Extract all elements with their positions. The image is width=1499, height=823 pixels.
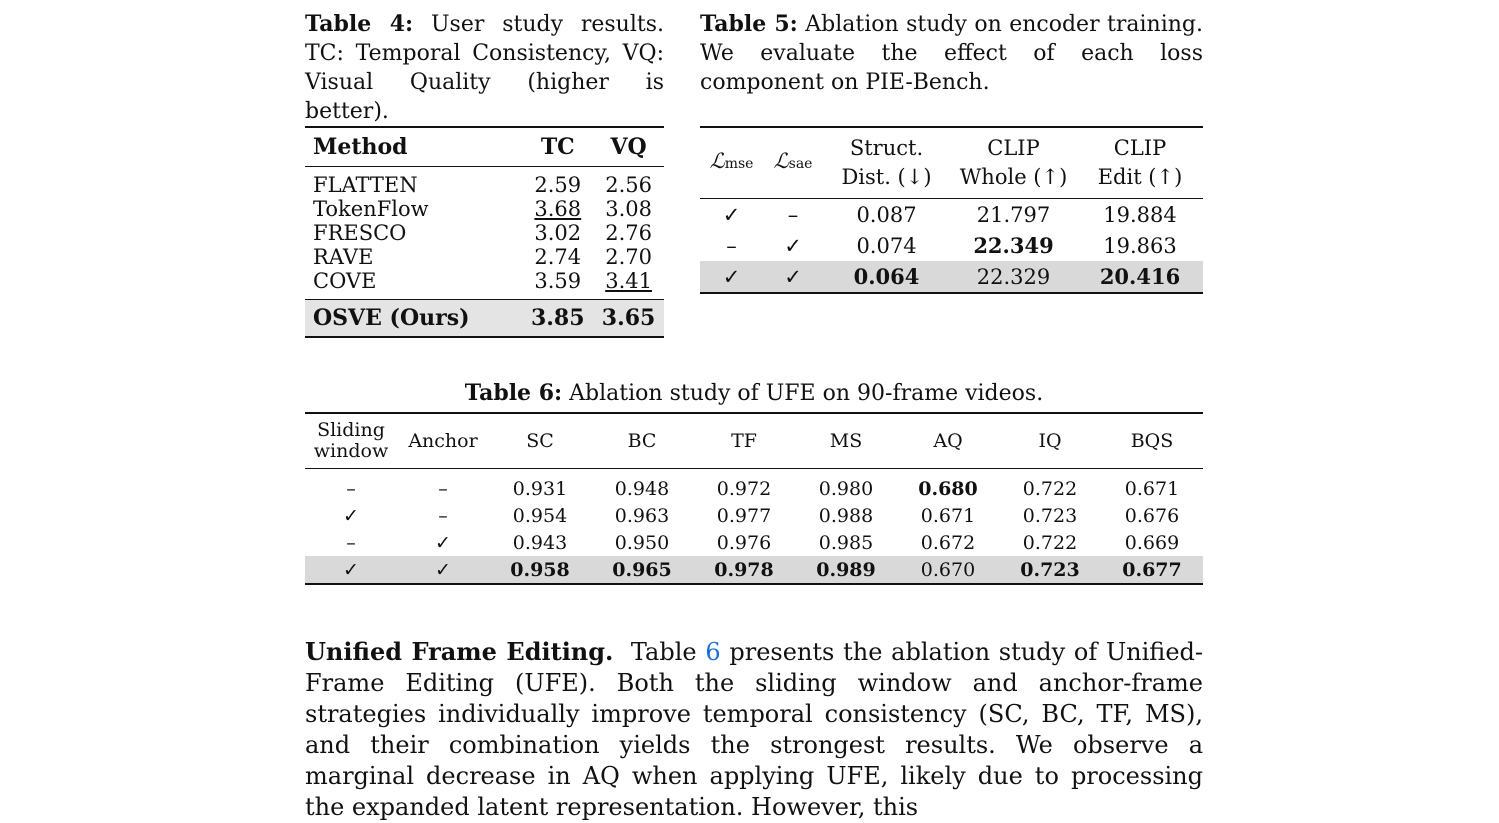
dash: – [726,233,737,258]
check-mark: ✓ [343,504,359,527]
table6-cell: 0.722 [1022,531,1078,554]
table6-header-sliding: Sliding window [305,413,397,469]
table6-caption [305,380,1203,406]
table6-cell-best: 0.965 [591,556,693,584]
table4-vq-second-best: 3.41 [605,269,652,293]
check-mark: ✓ [305,556,397,584]
table4-header-method: Method [305,127,522,167]
table6-cell: 0.670 [897,556,999,584]
table5-caption-label: Table 5: [700,11,798,37]
dash: – [438,504,448,527]
table-row [305,167,664,198]
table5 [700,126,1203,294]
table4-tc-ours: 3.85 [522,300,593,338]
table-row [305,269,664,300]
table4-vq: 2.56 [605,173,652,197]
dash: – [346,477,356,500]
table6 [305,412,1203,585]
table4-vq: 2.70 [605,245,652,269]
dash: – [787,202,799,227]
table6-cell: 0.977 [716,504,772,527]
check-mark: ✓ [763,261,823,293]
paragraph-pre-link: Table [630,638,697,666]
table4-method: RAVE [313,245,374,269]
table4-header-vq: VQ [593,127,664,167]
table6-cell: 0.671 [1124,477,1180,500]
table6-cell: 0.950 [614,531,670,554]
table-reference-link[interactable]: 6 [705,638,721,666]
table6-cell: 0.988 [818,504,874,527]
table6-cell: 0.985 [818,531,874,554]
table4-caption-label: Table 4: [305,11,414,37]
table4-method-ours: OSVE (Ours) [305,300,522,338]
check-mark: ✓ [700,261,763,293]
table4-vq: 3.08 [605,197,652,221]
table4-tc: 2.74 [534,245,582,269]
check-mark: ✓ [722,202,741,227]
paragraph-text: presents the ablation study of Unified-Frame Editing (UFE). Both the sliding window and anchor-frame strategies individually improve temporal consistency (SC, BC, TF, MS), and their combination yields the strongest results. We observe a marginal decrease in AQ when applying UFE, likely due to processing the expanded latent representation. However, this [305,638,1203,821]
table6-cell: 0.722 [1022,477,1078,500]
table6-header-ms: MS [795,413,897,469]
check-mark: ✓ [397,556,489,584]
table4-tc: 3.59 [534,269,582,293]
table6-cell: 0.963 [614,504,670,527]
table6-cell: 0.671 [920,504,976,527]
table5-caption-text: Ablation study on encoder training. We evaluate the effect of each loss component on PIE-Bench. [700,12,1203,95]
table6-header-tf: TF [693,413,795,469]
table6-header-bc: BC [591,413,693,469]
table5-cell: 22.329 [950,261,1077,293]
dash: – [346,531,356,554]
table6-cell: 0.669 [1124,531,1180,554]
table5-header-clip-edit: CLIP Edit (↑) [1077,127,1203,199]
check-mark: ✓ [784,233,802,258]
table4-method: FRESCO [313,221,407,245]
dash: – [438,477,448,500]
table5-header-struct: Struct. Dist. (↓) [823,127,950,199]
table4-header-tc: TC [522,127,593,167]
table6-cell-best: 0.677 [1101,556,1203,584]
table5-cell-best: 20.416 [1077,261,1203,293]
table-row [305,221,664,245]
table-row [700,199,1203,231]
table5-cell: 21.797 [976,202,1051,227]
table4-method: COVE [313,269,377,293]
table6-cell-best: 0.680 [918,477,978,500]
table5-header-lsae: ℒsae [763,127,823,199]
table5-header-lmse: ℒmse [700,127,763,199]
table4-tc: 2.59 [534,173,582,197]
table4-vq-ours: 3.65 [593,300,664,338]
table6-cell: 0.676 [1124,504,1180,527]
table-row [305,529,1203,556]
table5-cell: 19.884 [1103,202,1177,227]
table-row [305,197,664,221]
table6-header-sc: SC [489,413,591,469]
table6-cell: 0.672 [920,531,976,554]
table6-cell: 0.976 [716,531,772,554]
table5-caption [700,10,1203,97]
table5-cell-best: 22.349 [973,233,1054,258]
table5-cell-best: 0.064 [823,261,950,293]
table6-cell-best: 0.958 [489,556,591,584]
table6-caption-label: Table 6: [464,380,563,406]
table4-caption-text: User study results. TC: Temporal Consistency, VQ: Visual Quality (higher is better). [305,12,664,124]
table4-caption [305,10,664,126]
table5-cell: 0.074 [856,233,917,258]
table6-cell: 0.943 [512,531,568,554]
table6-header-iq: IQ [999,413,1101,469]
table-row [700,230,1203,261]
table4-tc-second-best: 3.68 [534,197,582,221]
table-row [700,261,1203,293]
table-row [305,556,1203,584]
table-row [305,245,664,269]
table4-tc: 3.02 [534,221,582,245]
table4-method: TokenFlow [313,197,429,221]
table6-cell: 0.931 [512,477,568,500]
table4-vq: 2.76 [605,221,652,245]
table4-method: FLATTEN [313,173,418,197]
body-paragraph [305,636,1203,823]
table5-cell: 19.863 [1103,233,1177,258]
paragraph-heading: Unified Frame Editing. [305,637,614,666]
table-row [305,469,1203,503]
table4-ours-row [305,300,664,338]
table6-cell-best: 0.978 [693,556,795,584]
table6-cell-best: 0.723 [999,556,1101,584]
table6-cell: 0.948 [614,477,670,500]
table6-header-bqs: BQS [1101,413,1203,469]
table4 [305,126,664,338]
table6-cell: 0.723 [1022,504,1078,527]
table6-cell: 0.954 [512,504,568,527]
table6-cell: 0.980 [818,477,874,500]
table6-caption-text: Ablation study of UFE on 90-frame videos. [569,381,1044,406]
table6-header-aq: AQ [897,413,999,469]
table5-cell: 0.087 [856,202,917,227]
table-row [305,502,1203,529]
table5-header-clip-whole: CLIP Whole (↑) [950,127,1077,199]
table6-cell: 0.972 [716,477,772,500]
table6-header-anchor: Anchor [397,413,489,469]
check-mark: ✓ [435,531,451,554]
table6-cell-best: 0.989 [795,556,897,584]
